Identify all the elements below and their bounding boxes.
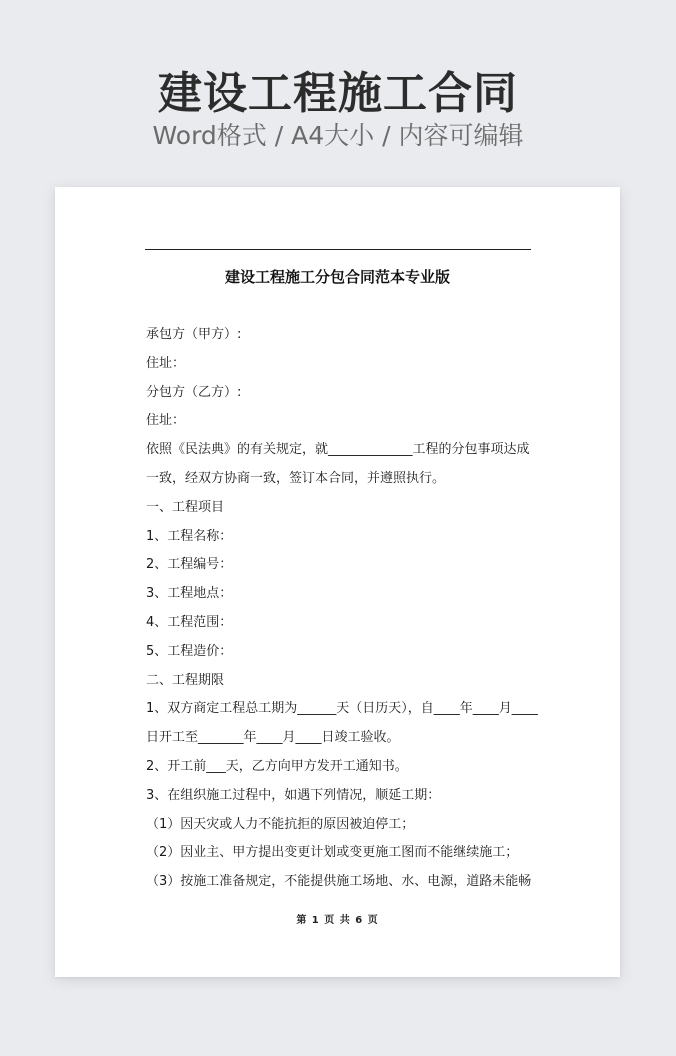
section-heading: 一、工程项目 [146,499,225,515]
text-line: 分包方（乙方）: [146,384,242,400]
text-line: 一致，经双方协商一致，签订本合同，并遵照执行。 [146,470,446,486]
text-line: 2、工程编号： [146,557,233,573]
text-line: 日开工至_______年____月____日竣工验收。 [146,730,400,746]
text-line: （1）因天灾或人力不能抗拒的原因被迫停工； [146,816,415,832]
text-line: 2、开工前___天，乙方向甲方发开工通知书。 [146,758,408,774]
page-number: 第 1 页 共 6 页 [296,915,379,926]
text-line: 承包方（甲方）: [146,327,242,342]
document-title: 建设工程施工分包合同范本专业版 [224,268,450,286]
text-line: 5、工程造价： [146,643,233,659]
section-heading: 二、工程期限 [146,672,225,688]
text-line: 依照《民法典》的有关规定，就_____________工程的分包事项达成 [146,442,530,458]
banner-title: 建设工程施工合同 [158,68,518,119]
text-line: （2）因业主、甲方提出变更计划或变更施工图而不能继续施工； [146,845,519,861]
text-line: 3、在组织施工过程中，如遇下列情况，顺延工期： [146,787,441,803]
header-rule [145,249,531,250]
text-line: 1、工程名称： [146,528,233,544]
banner-subtitle: Word格式 / A4大小 / 内容可编辑 [152,121,524,150]
document-page [55,187,620,977]
text-line: 住址： [146,355,186,371]
text-line: 1、双方商定工程总工期为______天（日历天），自____年____月____ [146,701,538,717]
text-line: 住址： [146,413,186,429]
text-line: （3）按施工准备规定，不能提供施工场地、水、电源，道路未能畅 [146,874,532,890]
document-body [146,321,546,897]
text-line: 3、工程地点： [146,586,233,602]
text-line: 4、工程范围： [146,614,233,630]
